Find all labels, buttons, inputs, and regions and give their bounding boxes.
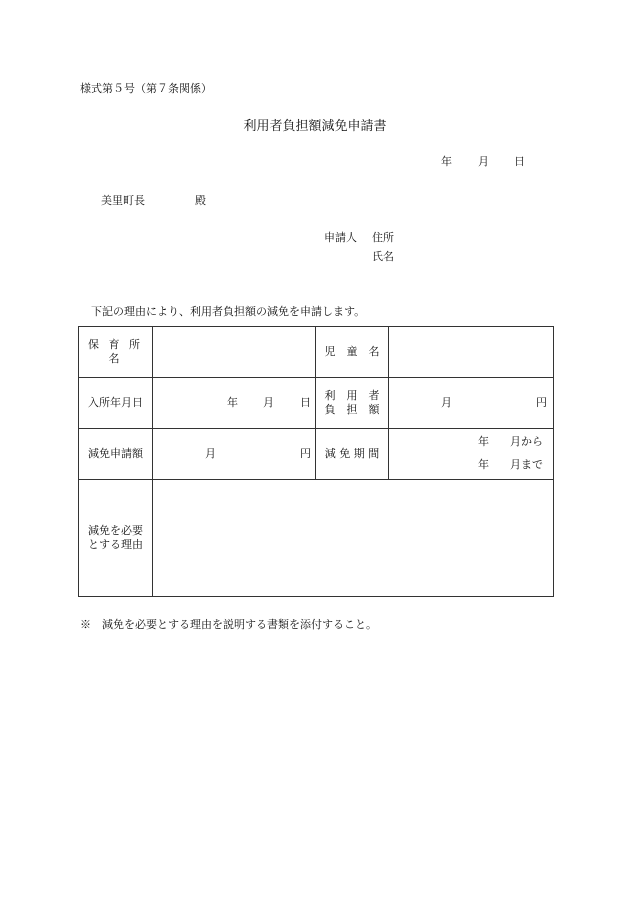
reduction-period-field[interactable] <box>389 429 554 480</box>
nursery-name-label: 保 育 所 名 <box>79 327 153 378</box>
table-row <box>79 327 554 378</box>
table-row <box>79 378 554 429</box>
reason-label-line2: とする理由 <box>88 538 143 551</box>
honorific: 殿 <box>195 194 206 207</box>
period-from-year-unit: 年 <box>478 435 489 448</box>
reason-label-line1: 減免を必要 <box>88 524 143 537</box>
user-fee-yen-unit: 円 <box>536 396 547 409</box>
reduction-yen-unit: 円 <box>300 447 311 460</box>
child-name-label: 児 童 名 <box>316 327 389 378</box>
table-row <box>79 480 554 597</box>
reduction-amount-label: 減免申請額 <box>79 429 153 480</box>
period-from-month-unit: 月から <box>510 435 543 448</box>
user-fee-label <box>316 378 389 429</box>
reduction-amount-field[interactable] <box>153 429 316 480</box>
user-fee-month-unit: 月 <box>441 396 452 409</box>
application-table <box>78 326 554 597</box>
reduction-period-label: 減 免 期 間 <box>316 429 389 480</box>
form-number: 様式第５号（第７条関係） <box>80 82 212 95</box>
admission-year-unit: 年 <box>227 396 238 409</box>
document-title: 利用者負担額減免申請書 <box>243 119 387 134</box>
date-month-label: 月 <box>478 155 489 168</box>
nursery-name-field[interactable] <box>153 327 316 378</box>
reason-field[interactable] <box>153 480 554 597</box>
child-name-field[interactable] <box>389 327 554 378</box>
addressee: 美里町長 <box>101 194 145 207</box>
name-label: 氏名 <box>372 250 394 263</box>
period-to-year-unit: 年 <box>478 458 489 471</box>
table-row <box>79 429 554 480</box>
admission-day-unit: 日 <box>300 396 311 409</box>
user-fee-field[interactable] <box>389 378 554 429</box>
user-fee-label-line1: 利 用 者 <box>324 389 380 402</box>
attachment-note: ※ 減免を必要とする理由を説明する書類を添付すること。 <box>80 618 377 631</box>
admission-date-field[interactable] <box>153 378 316 429</box>
admission-date-label: 入所年月日 <box>79 378 153 429</box>
period-to-month-unit: 月まで <box>510 458 543 471</box>
intro-text: 下記の理由により、利用者負担額の減免を申請します。 <box>91 305 366 318</box>
reason-label <box>79 480 153 597</box>
date-year-label: 年 <box>441 155 452 168</box>
user-fee-label-line2: 負 担 額 <box>324 403 380 416</box>
admission-month-unit: 月 <box>263 396 274 409</box>
date-day-label: 日 <box>514 155 525 168</box>
address-label: 住所 <box>372 231 394 244</box>
reduction-month-unit: 月 <box>205 447 216 460</box>
applicant-label: 申請人 <box>324 231 357 244</box>
